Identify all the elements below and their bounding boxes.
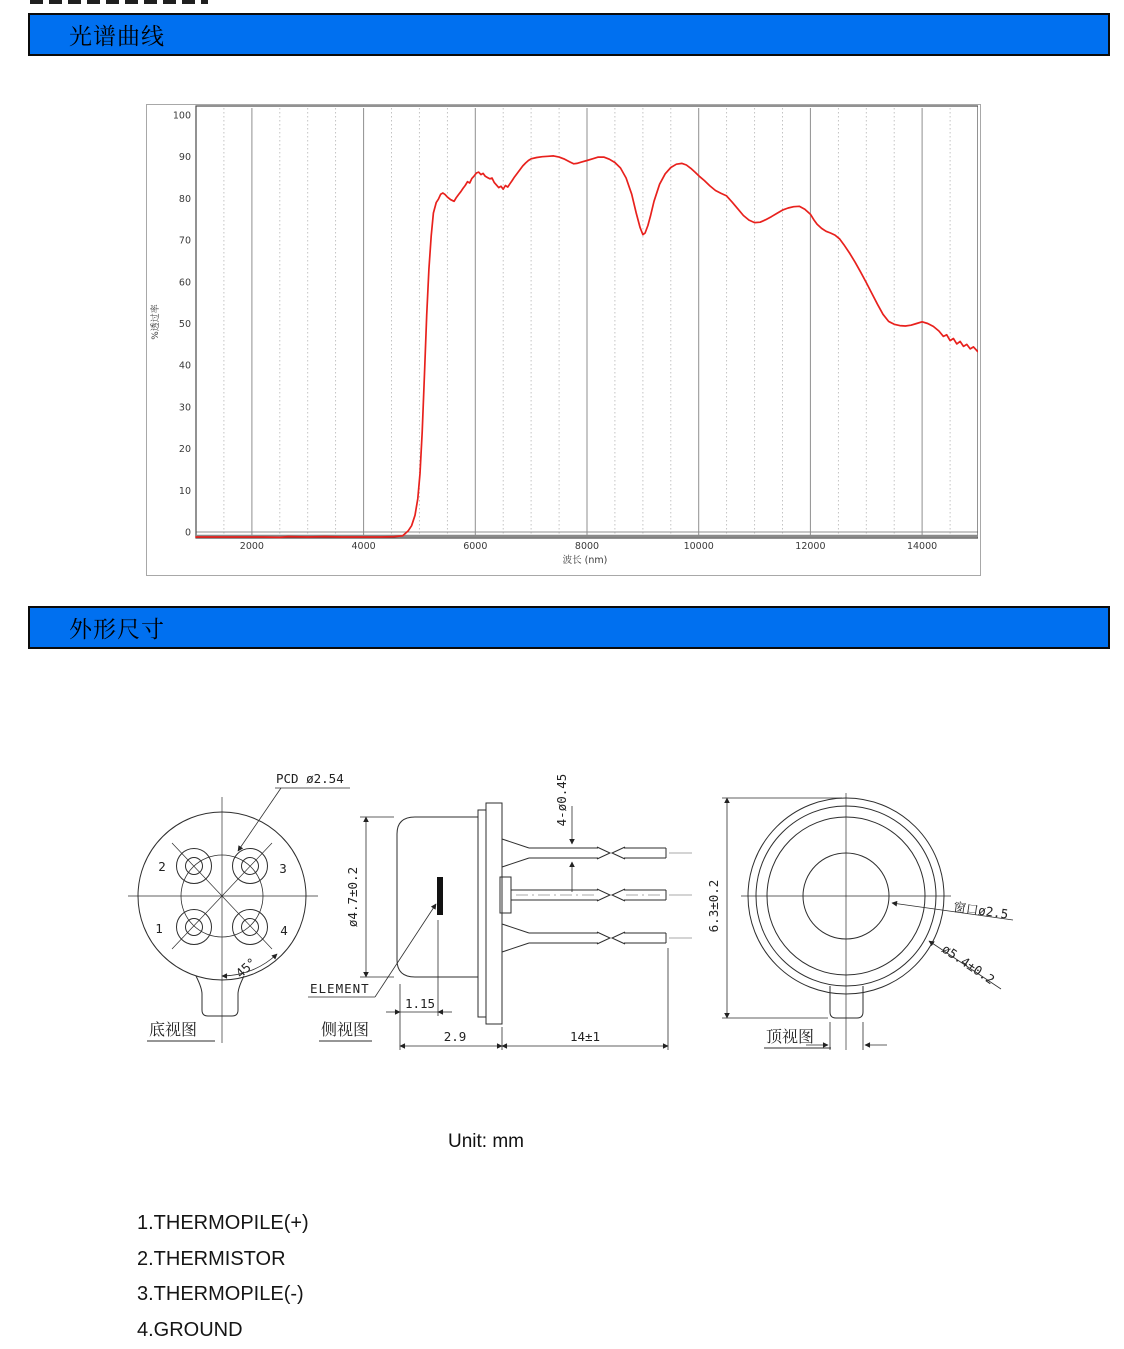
element-leader-arrow xyxy=(375,904,436,997)
x-tick-label: 14000 xyxy=(906,541,938,552)
x-axis-title: 波长 (nm) xyxy=(562,555,608,566)
pin-definition-4: 4.GROUND xyxy=(137,1318,243,1341)
section-header-spectral-curve xyxy=(28,13,1110,56)
y-tick-label: 40 xyxy=(178,360,191,372)
x-tick-label: 8000 xyxy=(574,541,600,552)
y-tick-label: 50 xyxy=(178,319,191,330)
element-label: ELEMENT xyxy=(310,981,370,996)
clipped-header-text xyxy=(30,0,208,4)
bottom-view-label: 底视图 xyxy=(149,1020,198,1039)
y-axis-title: %透过率 xyxy=(151,304,161,340)
top-locating-tab xyxy=(830,986,863,1018)
y-tick-label: 70 xyxy=(178,235,191,247)
unit-note: Unit: mm xyxy=(448,1131,524,1152)
top-view-label: 顶视图 xyxy=(766,1027,815,1046)
dim-cap-height-text: 2.9 xyxy=(443,1029,467,1044)
x-tick-label: 12000 xyxy=(795,541,826,552)
pin-2-label: 2 xyxy=(158,859,166,874)
dim-overall-height xyxy=(722,798,842,1018)
outer-dia-dimension-label: ø5.4±0.2 xyxy=(939,941,998,988)
section-title: 光谱曲线 xyxy=(69,24,165,49)
y-tick-label: 60 xyxy=(178,277,191,289)
pin-3-label: 3 xyxy=(279,861,287,876)
dim-overall-text: 6.3±0.2 xyxy=(706,879,721,933)
angle-45-label: 45° xyxy=(232,954,260,981)
pin-break-symbols xyxy=(597,846,625,945)
pcd-leader-arrow xyxy=(238,788,281,851)
dim-lead-length-text: 14±1 xyxy=(569,1029,601,1044)
pcd-dimension-label: PCD ø2.54 xyxy=(276,771,344,786)
tab-width-dim xyxy=(806,1022,887,1050)
weld-collar xyxy=(478,810,486,1017)
section-header-outline-dimensions xyxy=(28,606,1110,649)
pin-definition-2: 2.THERMISTOR xyxy=(137,1247,286,1270)
y-tick-label: 80 xyxy=(178,193,191,205)
y-tick-label: 10 xyxy=(178,485,191,497)
locating-tab xyxy=(196,976,244,1016)
x-tick-label: 4000 xyxy=(351,541,376,552)
y-tick-label: 30 xyxy=(178,402,191,414)
sensing-element xyxy=(437,877,443,915)
side-view-drawing xyxy=(308,774,692,1050)
x-tick-label: 10000 xyxy=(683,541,714,552)
y-tick-label: 0 xyxy=(184,527,191,539)
bottom-view-drawing xyxy=(128,771,350,1043)
dim-lengths xyxy=(400,948,668,1050)
top-view-drawing xyxy=(706,793,1013,1050)
outline-drawings xyxy=(100,752,1060,1064)
dim-leads-text: 4-ø0.45 xyxy=(554,773,569,827)
lead-seals xyxy=(500,839,529,952)
pin-1-label: 1 xyxy=(155,921,163,936)
pin-definition-1: 1.THERMOPILE(+) xyxy=(137,1212,309,1234)
window-dimension-label: 窗口ø2.5 xyxy=(952,899,1010,922)
y-tick-label: 20 xyxy=(178,444,191,456)
pin-4-label: 4 xyxy=(280,923,288,938)
y-tick-label: 100 xyxy=(172,110,191,122)
y-tick-label: 90 xyxy=(178,152,191,164)
dim-diameter-4-7 xyxy=(360,817,394,977)
x-tick-label: 2000 xyxy=(239,541,264,552)
x-tick-label: 6000 xyxy=(463,541,488,552)
spectral-chart-box xyxy=(146,104,981,576)
section-title: 外形尺寸 xyxy=(69,617,165,642)
pin-definition-3: 3.THERMOPILE(-) xyxy=(137,1283,304,1305)
dim-diameter-text: ø4.7±0.2 xyxy=(345,866,360,928)
pin-definitions-list xyxy=(137,1206,309,1348)
spectral-chart xyxy=(147,105,978,573)
dim-element-offset-text: 1.15 xyxy=(404,996,436,1011)
side-view-label: 侧视图 xyxy=(321,1020,370,1039)
